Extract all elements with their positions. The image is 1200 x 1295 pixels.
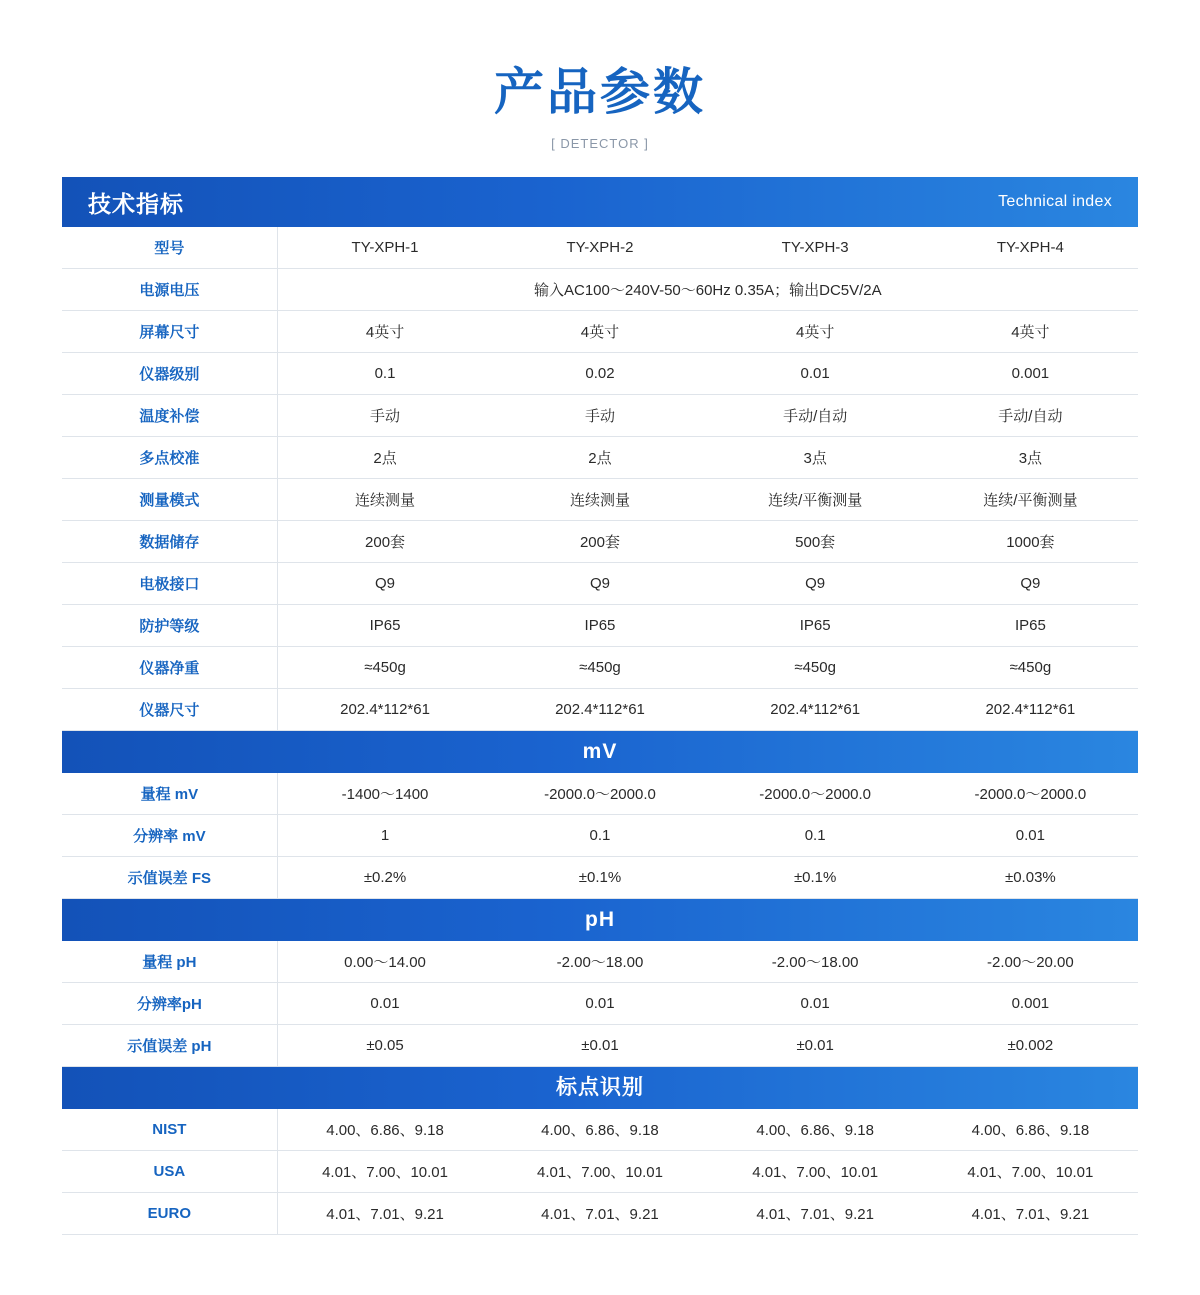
row-value: ±0.2% — [277, 857, 492, 899]
row-value: 4英寸 — [923, 311, 1138, 353]
row-value: Q9 — [492, 563, 707, 605]
row-value: 202.4*112*61 — [923, 689, 1138, 731]
row-value: ≈450g — [492, 647, 707, 689]
row-value: 连续测量 — [277, 479, 492, 521]
row-value: 4英寸 — [277, 311, 492, 353]
page-title: 产品参数 — [494, 64, 706, 120]
row-value: 500套 — [708, 521, 923, 563]
row-label: 量程 mV — [62, 773, 277, 815]
row-label: 量程 pH — [62, 941, 277, 983]
row-value: 0.00～14.00 — [277, 941, 492, 983]
row-value: 4.01、7.00、10.01 — [492, 1151, 707, 1193]
row-value: 4.00、6.86、9.18 — [923, 1109, 1138, 1151]
table-row — [62, 605, 1138, 647]
row-label: 分辨率pH — [62, 983, 277, 1025]
section-body — [62, 941, 1138, 1067]
table-row — [62, 1109, 1138, 1151]
row-value: 4.01、7.01、9.21 — [923, 1193, 1138, 1235]
row-label: USA — [62, 1151, 277, 1193]
row-value: 0.01 — [708, 983, 923, 1025]
row-value: 0.01 — [923, 815, 1138, 857]
section-band: mV — [62, 731, 1138, 773]
table-row — [62, 479, 1138, 521]
band-english-title: Technical index — [998, 193, 1112, 210]
row-value: 4.01、7.00、10.01 — [277, 1151, 492, 1193]
row-label: 电源电压 — [62, 269, 277, 311]
row-value: 连续测量 — [492, 479, 707, 521]
row-value: 3点 — [923, 437, 1138, 479]
row-value: -2000.0～2000.0 — [708, 773, 923, 815]
row-value: -2.00～18.00 — [708, 941, 923, 983]
row-label: 数据储存 — [62, 521, 277, 563]
row-value: 0.001 — [923, 983, 1138, 1025]
row-value: 202.4*112*61 — [708, 689, 923, 731]
row-value: TY-XPH-4 — [923, 227, 1138, 269]
row-value: ±0.05 — [277, 1025, 492, 1067]
table-row — [62, 815, 1138, 857]
row-value: ±0.002 — [923, 1025, 1138, 1067]
table-row — [62, 395, 1138, 437]
row-value: 4.00、6.86、9.18 — [492, 1109, 707, 1151]
table-row — [62, 1025, 1138, 1067]
row-value: 200套 — [277, 521, 492, 563]
row-value: 4.01、7.01、9.21 — [492, 1193, 707, 1235]
row-value: IP65 — [708, 605, 923, 647]
table-row — [62, 857, 1138, 899]
row-label: 仪器净重 — [62, 647, 277, 689]
row-value: 4.01、7.01、9.21 — [708, 1193, 923, 1235]
row-value: ±0.01 — [708, 1025, 923, 1067]
row-value: 手动/自动 — [923, 395, 1138, 437]
table-row — [62, 1151, 1138, 1193]
row-label: 多点校准 — [62, 437, 277, 479]
row-label: 示值误差 pH — [62, 1025, 277, 1067]
row-value: 4英寸 — [492, 311, 707, 353]
row-label: 分辨率 mV — [62, 815, 277, 857]
row-value: IP65 — [492, 605, 707, 647]
row-value-span: 输入AC100～240V-50～60Hz 0.35A；输出DC5V/2A — [277, 269, 1138, 311]
technical-index-band — [62, 177, 1138, 227]
row-value: -1400～1400 — [277, 773, 492, 815]
spec-table-wrap — [62, 177, 1138, 1235]
row-label: NIST — [62, 1109, 277, 1151]
row-value: Q9 — [277, 563, 492, 605]
row-value: IP65 — [923, 605, 1138, 647]
main-spec-body — [62, 227, 1138, 731]
row-value: ±0.1% — [492, 857, 707, 899]
row-value: 3点 — [708, 437, 923, 479]
table-row — [62, 773, 1138, 815]
table-row — [62, 227, 1138, 269]
table-row — [62, 941, 1138, 983]
row-value: 手动 — [492, 395, 707, 437]
row-value: -2000.0～2000.0 — [923, 773, 1138, 815]
table-row — [62, 521, 1138, 563]
row-label: 测量模式 — [62, 479, 277, 521]
row-label: 仪器级别 — [62, 353, 277, 395]
table-row — [62, 983, 1138, 1025]
row-value: Q9 — [923, 563, 1138, 605]
row-value: ±0.1% — [708, 857, 923, 899]
band-title: 技术指标 — [88, 190, 184, 217]
row-value: 4.01、7.00、10.01 — [708, 1151, 923, 1193]
row-value: 4.00、6.86、9.18 — [708, 1109, 923, 1151]
row-value: 1000套 — [923, 521, 1138, 563]
main-spec-table — [62, 227, 1138, 731]
row-value: Q9 — [708, 563, 923, 605]
table-row — [62, 353, 1138, 395]
row-value: 0.1 — [277, 353, 492, 395]
row-value: 0.1 — [708, 815, 923, 857]
row-value: 200套 — [492, 521, 707, 563]
row-value: 4.00、6.86、9.18 — [277, 1109, 492, 1151]
section-body — [62, 773, 1138, 899]
row-value: 手动 — [277, 395, 492, 437]
row-value: 4.01、7.00、10.01 — [923, 1151, 1138, 1193]
row-value: 0.001 — [923, 353, 1138, 395]
row-value: -2.00～20.00 — [923, 941, 1138, 983]
row-value: 2点 — [492, 437, 707, 479]
table-row — [62, 563, 1138, 605]
row-label: EURO — [62, 1193, 277, 1235]
row-value: IP65 — [277, 605, 492, 647]
row-value: 0.01 — [708, 353, 923, 395]
row-value: ≈450g — [923, 647, 1138, 689]
row-value: 202.4*112*61 — [492, 689, 707, 731]
row-value: -2.00～18.00 — [492, 941, 707, 983]
row-label: 温度补偿 — [62, 395, 277, 437]
table-row — [62, 1193, 1138, 1235]
row-value: 连续/平衡测量 — [923, 479, 1138, 521]
row-value: -2000.0～2000.0 — [492, 773, 707, 815]
row-value: ±0.03% — [923, 857, 1138, 899]
row-value: 202.4*112*61 — [277, 689, 492, 731]
row-label: 示值误差 FS — [62, 857, 277, 899]
table-row — [62, 437, 1138, 479]
row-value: ≈450g — [708, 647, 923, 689]
section-table — [62, 941, 1138, 1067]
row-value: 手动/自动 — [708, 395, 923, 437]
section-body — [62, 1109, 1138, 1235]
section-band: 标点识别 — [62, 1067, 1138, 1109]
table-row — [62, 689, 1138, 731]
sections-container — [62, 731, 1138, 1235]
row-label: 型号 — [62, 227, 277, 269]
row-value: 0.01 — [277, 983, 492, 1025]
row-value: TY-XPH-3 — [708, 227, 923, 269]
row-label: 防护等级 — [62, 605, 277, 647]
row-value: 连续/平衡测量 — [708, 479, 923, 521]
row-value: 1 — [277, 815, 492, 857]
row-value: ±0.01 — [492, 1025, 707, 1067]
section-band: pH — [62, 899, 1138, 941]
row-label: 电极接口 — [62, 563, 277, 605]
row-value: TY-XPH-1 — [277, 227, 492, 269]
table-row — [62, 269, 1138, 311]
section-table — [62, 773, 1138, 899]
table-row — [62, 647, 1138, 689]
section-table — [62, 1109, 1138, 1235]
row-value: 0.1 — [492, 815, 707, 857]
row-value: 0.02 — [492, 353, 707, 395]
table-row — [62, 311, 1138, 353]
row-label: 屏幕尺寸 — [62, 311, 277, 353]
row-label: 仪器尺寸 — [62, 689, 277, 731]
row-value: TY-XPH-2 — [492, 227, 707, 269]
row-value: 0.01 — [492, 983, 707, 1025]
row-value: 4.01、7.01、9.21 — [277, 1193, 492, 1235]
page-subtitle: [ DETECTOR ] — [551, 136, 649, 151]
row-value: ≈450g — [277, 647, 492, 689]
row-value: 2点 — [277, 437, 492, 479]
row-value: 4英寸 — [708, 311, 923, 353]
